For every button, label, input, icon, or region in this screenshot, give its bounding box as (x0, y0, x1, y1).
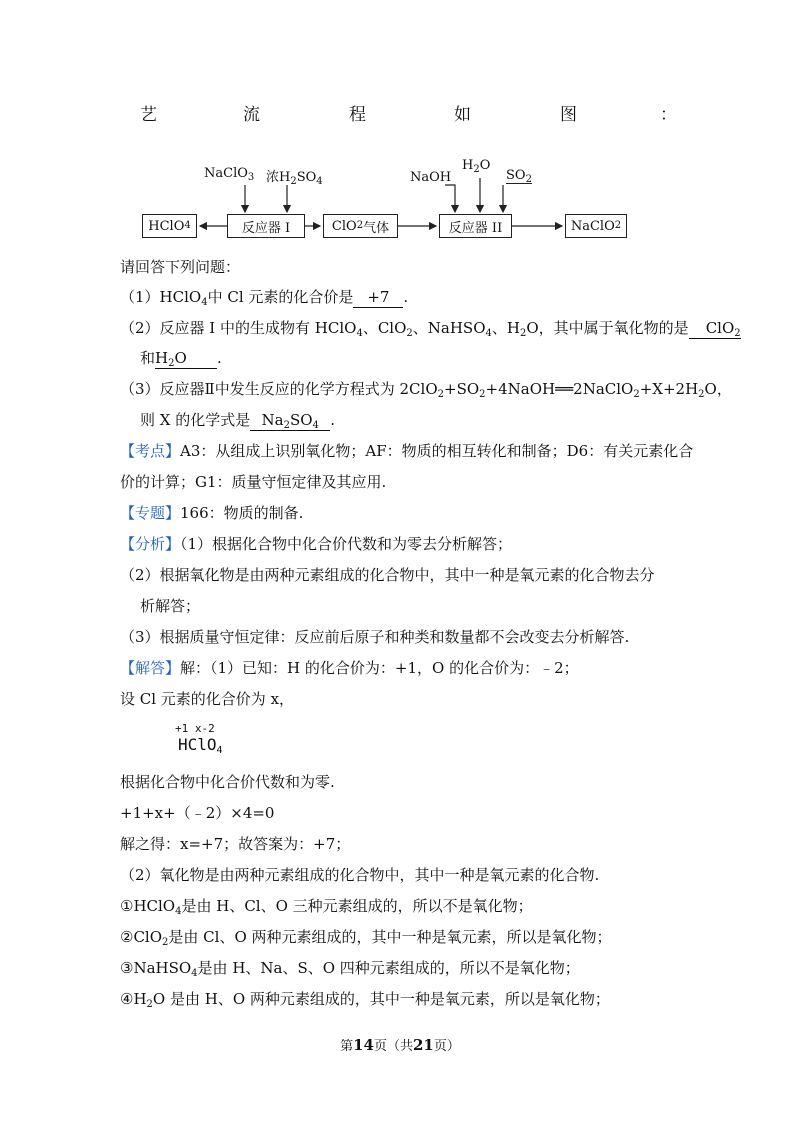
set-x-line: 设 Cl 元素的化合价为 x， (120, 690, 295, 708)
box-hclo4-label: HClO (148, 218, 185, 234)
q2-mid4: O，其中属于氧化物的是 (526, 319, 689, 337)
q2-mid1: 、ClO (362, 319, 407, 337)
page-footer (0, 1035, 800, 1054)
q2-sub: 4 (356, 328, 363, 339)
item-3-post: 是由 H、Na、S、O 四种元素组成的，所以不是氧化物； (197, 959, 580, 977)
heading-char: 流 (243, 105, 260, 125)
q2-sub: 2 (519, 328, 527, 339)
q2-mid2: 、NaHSO (412, 319, 486, 337)
q3-line2-pre: 则 X 的化学式是 (140, 411, 251, 429)
input-h2so4-sub2: 4 (316, 176, 323, 187)
q3-mid3: +X+2H (639, 380, 699, 398)
box-reactor-1 (227, 214, 305, 238)
item-1-post: 是由 H、Cl、O 三种元素组成的，所以不是氧化物； (181, 897, 533, 915)
box-hclo4: HClO 4 (142, 214, 197, 238)
zhuanti-text: 166：物质的制备. (180, 504, 304, 522)
oxidation-states: +1 x-2 (175, 722, 215, 735)
question-2-line-2 (140, 348, 222, 369)
input-so2-sub: 2 (525, 174, 532, 185)
equation-line: +1+x+（﹣2）×4=0 (120, 804, 275, 822)
q2-answer-1-sub: 2 (734, 328, 741, 339)
q1-answer: +7 (353, 287, 403, 308)
question-intro: 请回答下列问题： (120, 258, 241, 276)
q1-pre: （1）HClO (120, 288, 202, 306)
input-h2o (462, 158, 490, 173)
q2-sub: 4 (485, 328, 492, 339)
kaodian-tag: 【考点】 (120, 442, 181, 460)
input-h2so4-prefix: 浓H (266, 170, 291, 185)
q2-answer-2-text: H (155, 349, 169, 367)
jieda-line-1 (120, 658, 579, 678)
q2-end: . (217, 349, 222, 367)
item-3-line (120, 958, 580, 978)
input-h2o-sub: 2 (473, 164, 480, 175)
heading-char: 图 (560, 105, 577, 125)
footer-post: 页） (433, 1039, 460, 1054)
box-naclo2: NaClO 2 (565, 214, 627, 238)
ox-formula-sub: 4 (216, 745, 223, 756)
item-2-post: 是由 Cl、O 两种元素组成的，其中一种是氧元素，所以是氧化物； (168, 928, 612, 946)
zhuanti-line (120, 503, 303, 523)
heading-char: 程 (349, 105, 366, 125)
input-naoh (410, 170, 451, 185)
item-4-line (120, 989, 610, 1009)
q2-answer-2 (155, 348, 217, 369)
q3-sub: 2 (437, 389, 444, 400)
q3-end: . (330, 411, 335, 429)
item-2-sub: 2 (162, 937, 169, 948)
fenxi-line-3: 析解答； (140, 597, 201, 615)
input-h2so4-mid: SO (296, 170, 317, 185)
jieda-tag: 【解答】 (120, 659, 181, 677)
q3-pre: （3）反应器Ⅱ中发生反应的化学方程式为 2ClO (120, 380, 438, 398)
item-1-sub: 4 (175, 906, 182, 917)
part-2-line: （2）氧化物是由两种元素组成的化合物中，其中一种是氧元素的化合物. (120, 866, 600, 884)
question-3-line-2 (140, 410, 335, 431)
q3-mid2: +4NaOH══2NaClO (485, 380, 634, 398)
q3-answer-mid: SO (289, 411, 313, 429)
input-so2 (506, 168, 532, 184)
footer-total-pages: 21 (413, 1036, 434, 1054)
q2-line2-pre: 和 (140, 349, 156, 367)
heading-row (0, 100, 800, 125)
item-4-pre: ④H (120, 990, 147, 1008)
q3-answer-sub: 2 (283, 420, 290, 431)
fenxi-line-4: （3）根据质量守恒定律：反应前后原子和种类和数量都不会改变去分析解答. (120, 628, 630, 646)
box-reactor-2 (439, 214, 512, 238)
input-naclo3-label: NaClO (204, 166, 248, 181)
item-2-line (120, 927, 612, 947)
oxidation-formula (178, 735, 223, 754)
zhuanti-tag: 【专题】 (120, 504, 181, 522)
q2-pre: （2）反应器 I 中的生成物有 HClO (120, 319, 357, 337)
rule-line: 根据化合物中化合价代数和为零. (120, 773, 335, 791)
kaodian-line-2: 价的计算；G1：质量守恒定律及其应用. (120, 473, 387, 491)
q3-sub: 2 (479, 389, 486, 400)
heading-char: 如 (454, 105, 471, 125)
q3-answer-sub: 4 (312, 420, 319, 431)
input-h2o-label: H (462, 158, 474, 173)
question-3-line-1 (120, 379, 732, 399)
question-2-line-1 (120, 318, 741, 339)
question-1 (120, 287, 408, 308)
q2-answer-2-sub: 2 (168, 358, 175, 369)
q2-answer-1-text: ClO (705, 319, 735, 337)
input-naclo3-sub: 3 (247, 172, 255, 183)
box-naclo2-label: NaClO (570, 218, 615, 234)
input-h2o-suffix: O (479, 158, 491, 173)
box-clo2-gas: ClO 2 气体 (323, 214, 398, 238)
fenxi-text: （1）根据化合物中化合价代数和为零去分析解答； (180, 535, 513, 553)
box-reactor-2-label: 反应器 II (448, 220, 503, 236)
item-3-sub: 4 (191, 968, 198, 979)
box-clo2-label: ClO (331, 218, 357, 234)
q2-answer-2-suffix: O (174, 349, 187, 367)
q2-mid3: 、H (491, 319, 520, 337)
heading-char: ： (660, 105, 677, 125)
item-2-pre: ②ClO (120, 928, 163, 946)
jieda-text: 解：（1）已知：H 的化合价为：+1，O 的化合价为：﹣2； (180, 659, 579, 677)
item-1-line (120, 896, 533, 916)
q3-sub: 2 (633, 389, 640, 400)
item-1-pre: ①HClO (120, 897, 176, 915)
arrow-naoh-in (445, 185, 455, 212)
box-clo2-suffix: 气体 (363, 220, 390, 236)
q3-answer-text: Na (261, 411, 284, 429)
heading-char: 艺 (140, 105, 157, 125)
footer-page-number: 14 (353, 1036, 374, 1054)
footer-mid: 页（共 (373, 1039, 413, 1054)
input-so2-label: SO (506, 168, 526, 183)
q3-sub: 2 (698, 389, 705, 400)
q3-end1: O， (704, 380, 732, 398)
kaodian-text: A3：从组成上识别氧化物；AF：物质的相互转化和制备；D6：有关元素化合 (180, 442, 694, 460)
item-4-sub: 2 (146, 999, 153, 1010)
q3-mid1: +SO (444, 380, 480, 398)
footer-pre: 第 (340, 1039, 354, 1054)
box-reactor-1-label: 反应器 I (241, 220, 291, 236)
q2-sub: 2 (406, 328, 413, 339)
q1-mid: 中 Cl 元素的化合价是 (207, 288, 354, 306)
q1-sub: 4 (201, 297, 208, 308)
fenxi-line-1 (120, 534, 512, 554)
item-4-post: O 是由 H、O 两种元素组成的，其中一种是氧元素，所以是氧化物； (152, 990, 610, 1008)
q1-end: . (403, 288, 409, 306)
ox-formula-text: HClO (178, 735, 217, 754)
fenxi-tag: 【分析】 (120, 535, 181, 553)
input-h2so4-sub1: 2 (290, 176, 297, 187)
input-h2so4 (266, 166, 323, 185)
kaodian-line-1 (120, 441, 693, 461)
input-naclo3 (204, 166, 254, 181)
solve-line: 解之得：x=+7；故答案为：+7； (120, 835, 351, 853)
fenxi-line-2: （2）根据氧化物是由两种元素组成的化合物中，其中一种是氧元素的化合物去分 (120, 566, 655, 584)
q3-answer (250, 410, 330, 431)
input-naoh-label: NaOH (410, 170, 452, 185)
item-3-pre: ③NaHSO (120, 959, 192, 977)
process-diagram (130, 160, 650, 250)
q2-answer-1 (689, 318, 741, 339)
